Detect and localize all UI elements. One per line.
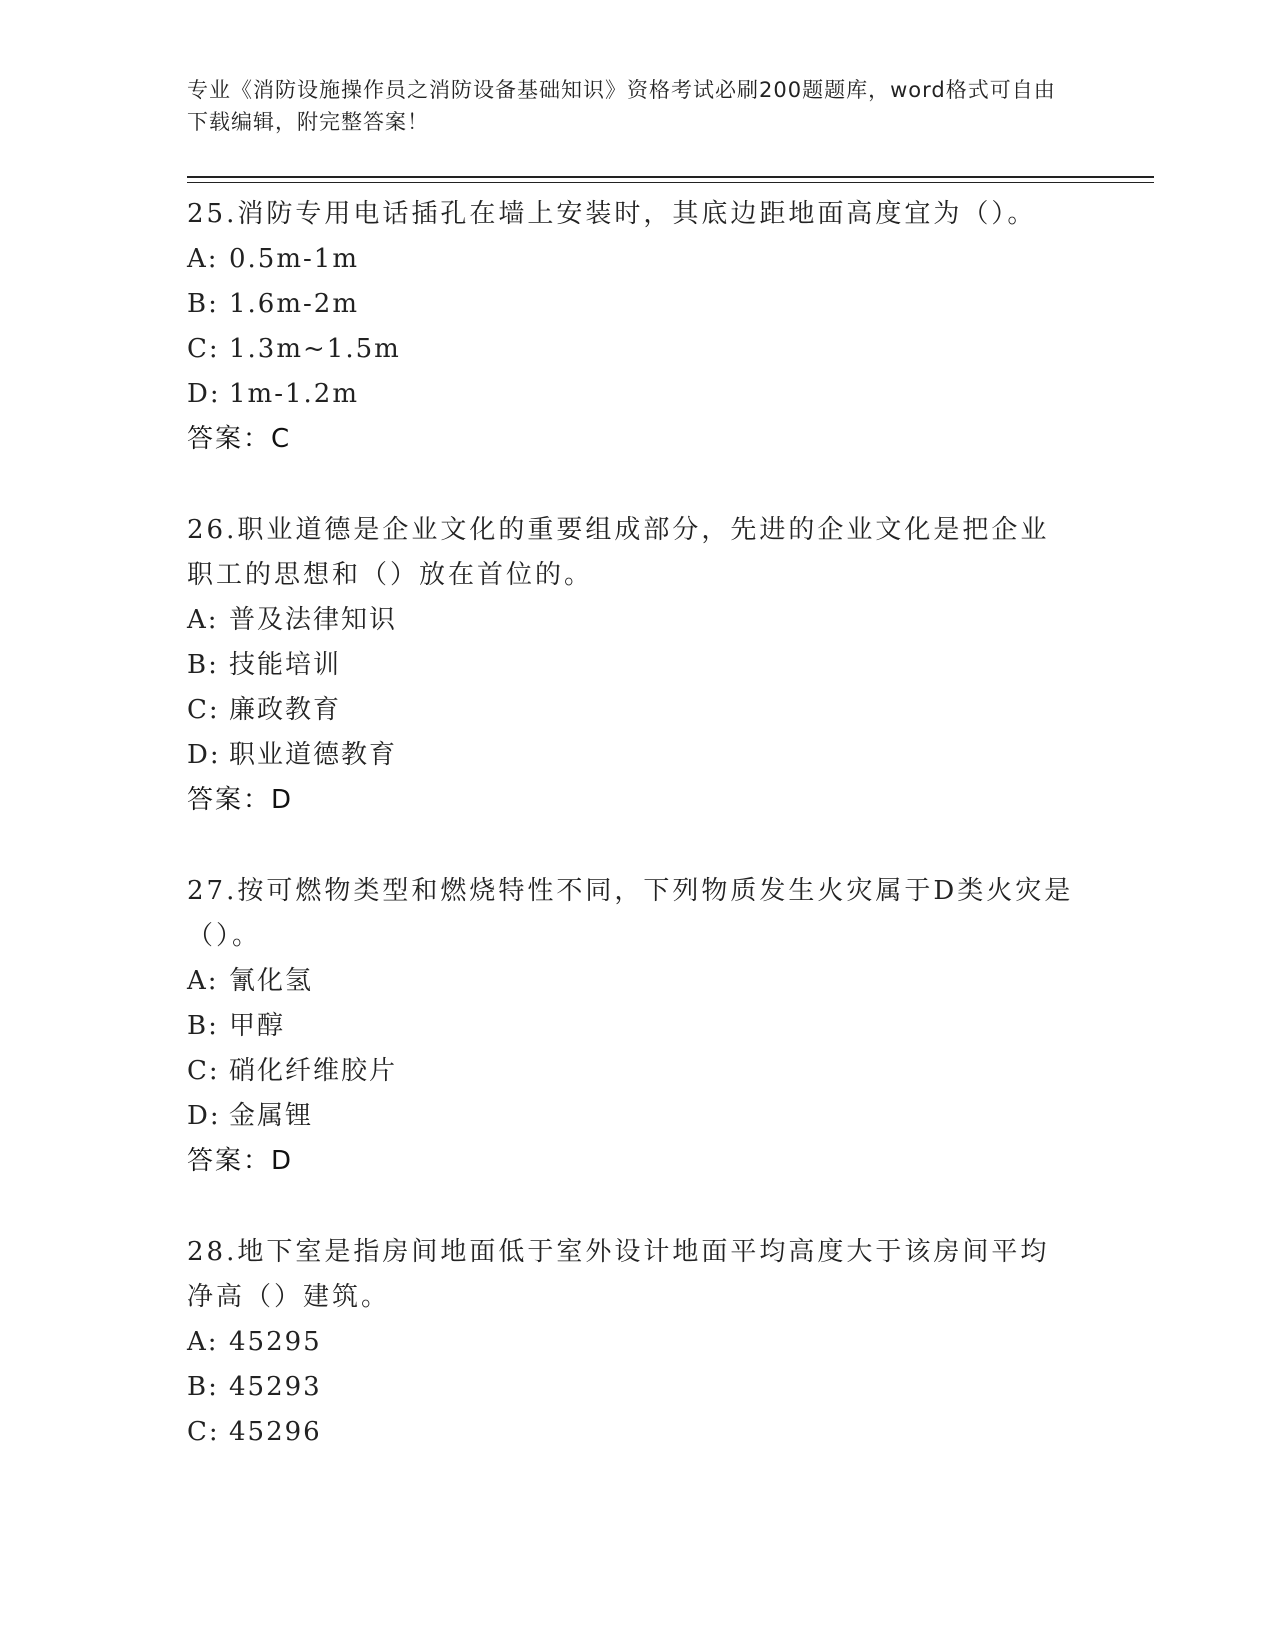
answer-line <box>187 417 1087 462</box>
option-text: 45296 <box>229 1417 322 1447</box>
question-28 <box>187 1230 1087 1455</box>
question-stem: 27.按可燃物类型和燃烧特性不同，下列物质发生火灾属于D类火灾是（）。 <box>187 876 1074 951</box>
option-key: B: <box>187 1372 219 1402</box>
option-b <box>187 1004 1087 1049</box>
question-27 <box>187 869 1087 1184</box>
option-text: 硝化纤维胶片 <box>229 1056 398 1086</box>
header-rule-thin <box>187 182 1154 183</box>
answer-line <box>187 778 1087 823</box>
question-stem: 26.职业道德是企业文化的重要组成部分，先进的企业文化是把企业职工的思想和（）放在首位的。 <box>187 515 1050 590</box>
question-list <box>187 192 1087 1501</box>
answer-label: 答案： <box>187 785 272 815</box>
option-key: A: <box>187 1327 219 1357</box>
option-text: 廉政教育 <box>229 695 342 725</box>
answer-label: 答案： <box>187 1146 272 1176</box>
option-text: 职业道德教育 <box>229 740 398 770</box>
option-text: 甲醇 <box>229 1011 286 1041</box>
option-d <box>187 1094 1087 1139</box>
option-key: C: <box>187 1417 220 1447</box>
option-c <box>187 327 1087 372</box>
option-a <box>187 959 1087 1004</box>
answer-value: C <box>271 424 292 454</box>
option-text: 技能培训 <box>229 650 342 680</box>
option-text: 45293 <box>229 1372 322 1402</box>
option-key: D: <box>187 379 221 409</box>
header-rule-thick <box>187 176 1154 178</box>
question-stem: 28.地下室是指房间地面低于室外设计地面平均高度大于该房间平均净高（）建筑。 <box>187 1237 1050 1312</box>
option-key: B: <box>187 1011 219 1041</box>
option-d <box>187 733 1087 778</box>
question-stem: 25.消防专用电话插孔在墙上安装时，其底边距地面高度宜为（）。 <box>187 199 1037 229</box>
option-text: 45295 <box>229 1327 322 1357</box>
option-a <box>187 1320 1087 1365</box>
option-key: D: <box>187 1101 221 1131</box>
option-text: 1.6m-2m <box>229 289 359 319</box>
option-text: 金属锂 <box>229 1101 314 1131</box>
option-b <box>187 1365 1087 1410</box>
option-a <box>187 598 1087 643</box>
option-text: 1m-1.2m <box>229 379 359 409</box>
question-25 <box>187 192 1087 462</box>
document-header: 专业《消防设施操作员之消防设备基础知识》资格考试必刷200题题库，word格式可自由下载编辑，附完整答案！ <box>187 78 1056 134</box>
answer-label: 答案： <box>187 424 272 454</box>
answer-value: D <box>271 1146 294 1176</box>
option-d <box>187 372 1087 417</box>
option-text: 氰化氢 <box>229 966 314 996</box>
option-key: C: <box>187 1056 220 1086</box>
answer-line <box>187 1139 1087 1184</box>
option-text: 普及法律知识 <box>229 605 398 635</box>
option-b <box>187 282 1087 327</box>
option-c <box>187 1410 1087 1455</box>
option-key: A: <box>187 966 219 996</box>
option-key: B: <box>187 289 219 319</box>
option-key: D: <box>187 740 221 770</box>
option-b <box>187 643 1087 688</box>
option-text: 0.5m-1m <box>229 244 359 274</box>
option-text: 1.3m~1.5m <box>229 334 401 364</box>
option-key: B: <box>187 650 219 680</box>
option-c <box>187 688 1087 733</box>
option-key: A: <box>187 605 219 635</box>
option-c <box>187 1049 1087 1094</box>
question-26 <box>187 508 1087 823</box>
option-key: A: <box>187 244 219 274</box>
answer-value: D <box>271 785 294 815</box>
option-a <box>187 237 1087 282</box>
option-key: C: <box>187 334 220 364</box>
option-key: C: <box>187 695 220 725</box>
